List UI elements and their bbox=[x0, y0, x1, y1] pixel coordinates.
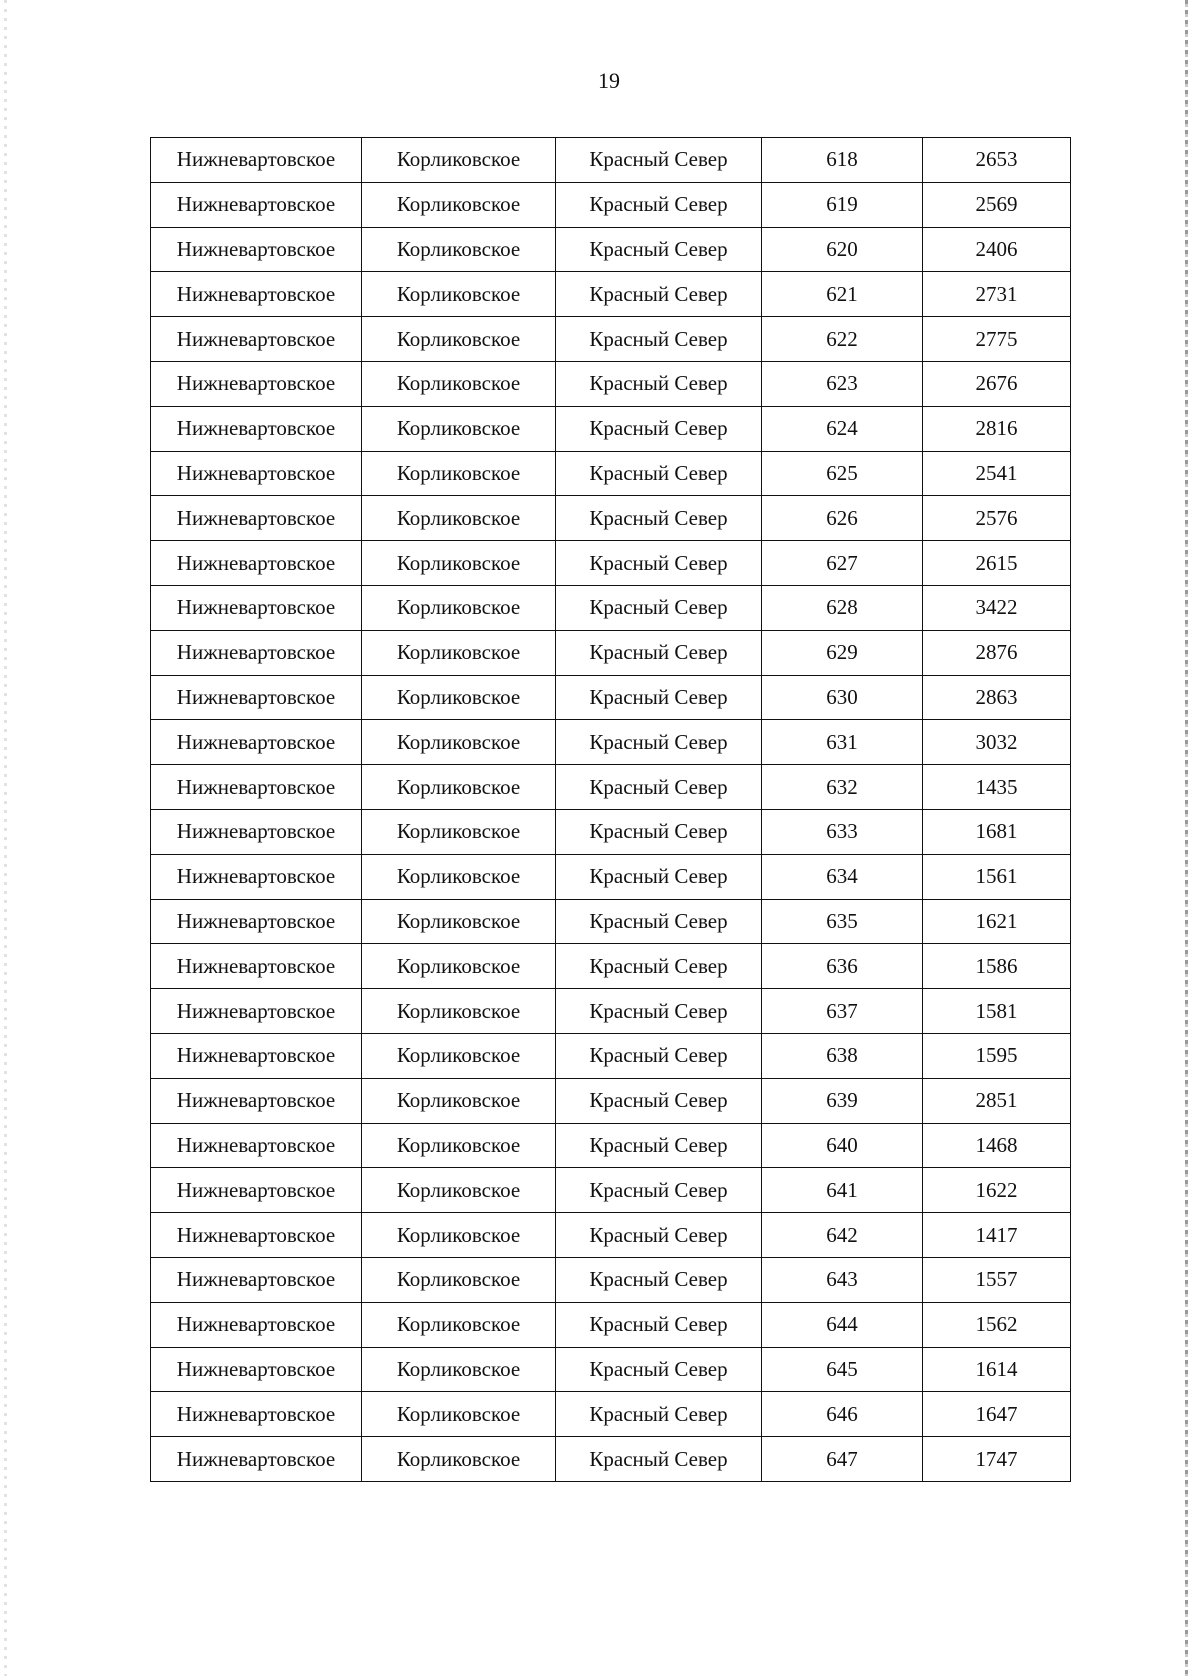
number-cell: 636 bbox=[762, 944, 923, 989]
table-row bbox=[151, 1168, 1071, 1213]
table-row bbox=[151, 1347, 1071, 1392]
table-row bbox=[151, 1257, 1071, 1302]
area-cell: Красный Север bbox=[556, 630, 762, 675]
region-cell: Нижневартовское bbox=[151, 1123, 362, 1168]
data-table bbox=[150, 137, 1071, 1482]
table-row bbox=[151, 451, 1071, 496]
area-cell: Красный Север bbox=[556, 809, 762, 854]
field-cell: Корликовское bbox=[362, 1213, 556, 1258]
area-cell: Красный Север bbox=[556, 451, 762, 496]
number-cell: 631 bbox=[762, 720, 923, 765]
region-cell: Нижневартовское bbox=[151, 854, 362, 899]
field-cell: Корликовское bbox=[362, 1347, 556, 1392]
number-cell: 644 bbox=[762, 1302, 923, 1347]
value-cell: 3422 bbox=[923, 585, 1071, 630]
number-cell: 622 bbox=[762, 317, 923, 362]
number-cell: 639 bbox=[762, 1078, 923, 1123]
value-cell: 2731 bbox=[923, 272, 1071, 317]
field-cell: Корликовское bbox=[362, 272, 556, 317]
table-row bbox=[151, 1078, 1071, 1123]
area-cell: Красный Север bbox=[556, 138, 762, 183]
value-cell: 1581 bbox=[923, 989, 1071, 1034]
region-cell: Нижневартовское bbox=[151, 765, 362, 810]
value-cell: 1435 bbox=[923, 765, 1071, 810]
region-cell: Нижневартовское bbox=[151, 585, 362, 630]
field-cell: Корликовское bbox=[362, 541, 556, 586]
field-cell: Корликовское bbox=[362, 720, 556, 765]
field-cell: Корликовское bbox=[362, 630, 556, 675]
field-cell: Корликовское bbox=[362, 944, 556, 989]
value-cell: 1595 bbox=[923, 1033, 1071, 1078]
table-row bbox=[151, 1033, 1071, 1078]
scan-edge-left bbox=[4, 0, 7, 1676]
field-cell: Корликовское bbox=[362, 1392, 556, 1437]
field-cell: Корликовское bbox=[362, 765, 556, 810]
field-cell: Корликовское bbox=[362, 1123, 556, 1168]
value-cell: 2406 bbox=[923, 227, 1071, 272]
field-cell: Корликовское bbox=[362, 989, 556, 1034]
value-cell: 1557 bbox=[923, 1257, 1071, 1302]
area-cell: Красный Север bbox=[556, 675, 762, 720]
table-row bbox=[151, 585, 1071, 630]
value-cell: 1647 bbox=[923, 1392, 1071, 1437]
field-cell: Корликовское bbox=[362, 809, 556, 854]
field-cell: Корликовское bbox=[362, 1033, 556, 1078]
number-cell: 627 bbox=[762, 541, 923, 586]
page-number: 19 bbox=[598, 68, 620, 93]
value-cell: 2615 bbox=[923, 541, 1071, 586]
region-cell: Нижневартовское bbox=[151, 1437, 362, 1482]
value-cell: 2851 bbox=[923, 1078, 1071, 1123]
region-cell: Нижневартовское bbox=[151, 317, 362, 362]
area-cell: Красный Север bbox=[556, 1437, 762, 1482]
field-cell: Корликовское bbox=[362, 138, 556, 183]
value-cell: 1562 bbox=[923, 1302, 1071, 1347]
number-cell: 628 bbox=[762, 585, 923, 630]
number-cell: 618 bbox=[762, 138, 923, 183]
region-cell: Нижневартовское bbox=[151, 899, 362, 944]
field-cell: Корликовское bbox=[362, 227, 556, 272]
field-cell: Корликовское bbox=[362, 854, 556, 899]
region-cell: Нижневартовское bbox=[151, 720, 362, 765]
region-cell: Нижневартовское bbox=[151, 1302, 362, 1347]
value-cell: 2541 bbox=[923, 451, 1071, 496]
area-cell: Красный Север bbox=[556, 854, 762, 899]
field-cell: Корликовское bbox=[362, 585, 556, 630]
value-cell: 2863 bbox=[923, 675, 1071, 720]
field-cell: Корликовское bbox=[362, 317, 556, 362]
number-cell: 626 bbox=[762, 496, 923, 541]
region-cell: Нижневартовское bbox=[151, 1213, 362, 1258]
area-cell: Красный Север bbox=[556, 765, 762, 810]
number-cell: 637 bbox=[762, 989, 923, 1034]
value-cell: 1468 bbox=[923, 1123, 1071, 1168]
area-cell: Красный Север bbox=[556, 182, 762, 227]
region-cell: Нижневартовское bbox=[151, 496, 362, 541]
table-row bbox=[151, 1213, 1071, 1258]
region-cell: Нижневартовское bbox=[151, 1257, 362, 1302]
area-cell: Красный Север bbox=[556, 944, 762, 989]
value-cell: 2576 bbox=[923, 496, 1071, 541]
value-cell: 3032 bbox=[923, 720, 1071, 765]
area-cell: Красный Север bbox=[556, 899, 762, 944]
area-cell: Красный Север bbox=[556, 541, 762, 586]
table-row bbox=[151, 182, 1071, 227]
region-cell: Нижневартовское bbox=[151, 944, 362, 989]
region-cell: Нижневартовское bbox=[151, 1078, 362, 1123]
field-cell: Корликовское bbox=[362, 1437, 556, 1482]
area-cell: Красный Север bbox=[556, 1033, 762, 1078]
table-row bbox=[151, 406, 1071, 451]
region-cell: Нижневартовское bbox=[151, 541, 362, 586]
field-cell: Корликовское bbox=[362, 1168, 556, 1213]
table-row bbox=[151, 361, 1071, 406]
field-cell: Корликовское bbox=[362, 675, 556, 720]
region-cell: Нижневартовское bbox=[151, 182, 362, 227]
region-cell: Нижневартовское bbox=[151, 272, 362, 317]
table-row bbox=[151, 989, 1071, 1034]
value-cell: 2653 bbox=[923, 138, 1071, 183]
area-cell: Красный Север bbox=[556, 1302, 762, 1347]
value-cell: 1614 bbox=[923, 1347, 1071, 1392]
field-cell: Корликовское bbox=[362, 182, 556, 227]
field-cell: Корликовское bbox=[362, 406, 556, 451]
value-cell: 1747 bbox=[923, 1437, 1071, 1482]
region-cell: Нижневартовское bbox=[151, 1168, 362, 1213]
area-cell: Красный Север bbox=[556, 496, 762, 541]
area-cell: Красный Север bbox=[556, 585, 762, 630]
area-cell: Красный Север bbox=[556, 361, 762, 406]
table-row bbox=[151, 272, 1071, 317]
table-row bbox=[151, 496, 1071, 541]
number-cell: 620 bbox=[762, 227, 923, 272]
field-cell: Корликовское bbox=[362, 1302, 556, 1347]
region-cell: Нижневартовское bbox=[151, 1347, 362, 1392]
area-cell: Красный Север bbox=[556, 1213, 762, 1258]
region-cell: Нижневартовское bbox=[151, 809, 362, 854]
number-cell: 640 bbox=[762, 1123, 923, 1168]
value-cell: 1417 bbox=[923, 1213, 1071, 1258]
number-cell: 629 bbox=[762, 630, 923, 675]
table-row bbox=[151, 1302, 1071, 1347]
field-cell: Корликовское bbox=[362, 361, 556, 406]
scan-edge-right bbox=[1185, 0, 1188, 1676]
field-cell: Корликовское bbox=[362, 899, 556, 944]
area-cell: Красный Север bbox=[556, 1123, 762, 1168]
area-cell: Красный Север bbox=[556, 1168, 762, 1213]
value-cell: 1586 bbox=[923, 944, 1071, 989]
value-cell: 2816 bbox=[923, 406, 1071, 451]
table-body bbox=[151, 138, 1071, 1482]
number-cell: 642 bbox=[762, 1213, 923, 1258]
area-cell: Красный Север bbox=[556, 989, 762, 1034]
value-cell: 1561 bbox=[923, 854, 1071, 899]
table-row bbox=[151, 720, 1071, 765]
region-cell: Нижневартовское bbox=[151, 989, 362, 1034]
number-cell: 621 bbox=[762, 272, 923, 317]
value-cell: 2775 bbox=[923, 317, 1071, 362]
table-row bbox=[151, 138, 1071, 183]
table-row bbox=[151, 765, 1071, 810]
table-row bbox=[151, 675, 1071, 720]
number-cell: 623 bbox=[762, 361, 923, 406]
table-row bbox=[151, 1123, 1071, 1168]
value-cell: 1621 bbox=[923, 899, 1071, 944]
value-cell: 1681 bbox=[923, 809, 1071, 854]
number-cell: 643 bbox=[762, 1257, 923, 1302]
table-row bbox=[151, 809, 1071, 854]
number-cell: 624 bbox=[762, 406, 923, 451]
region-cell: Нижневартовское bbox=[151, 675, 362, 720]
area-cell: Красный Север bbox=[556, 1078, 762, 1123]
value-cell: 1622 bbox=[923, 1168, 1071, 1213]
number-cell: 641 bbox=[762, 1168, 923, 1213]
field-cell: Корликовское bbox=[362, 1257, 556, 1302]
number-cell: 633 bbox=[762, 809, 923, 854]
region-cell: Нижневартовское bbox=[151, 451, 362, 496]
table-row bbox=[151, 227, 1071, 272]
number-cell: 619 bbox=[762, 182, 923, 227]
area-cell: Красный Север bbox=[556, 227, 762, 272]
region-cell: Нижневартовское bbox=[151, 630, 362, 675]
table-row bbox=[151, 541, 1071, 586]
table-row bbox=[151, 1392, 1071, 1437]
area-cell: Красный Север bbox=[556, 1392, 762, 1437]
region-cell: Нижневартовское bbox=[151, 1033, 362, 1078]
area-cell: Красный Север bbox=[556, 1257, 762, 1302]
number-cell: 625 bbox=[762, 451, 923, 496]
number-cell: 645 bbox=[762, 1347, 923, 1392]
value-cell: 2676 bbox=[923, 361, 1071, 406]
table-row bbox=[151, 899, 1071, 944]
region-cell: Нижневартовское bbox=[151, 1392, 362, 1437]
table-row bbox=[151, 630, 1071, 675]
area-cell: Красный Север bbox=[556, 720, 762, 765]
table-row bbox=[151, 944, 1071, 989]
region-cell: Нижневартовское bbox=[151, 406, 362, 451]
number-cell: 635 bbox=[762, 899, 923, 944]
table-row bbox=[151, 317, 1071, 362]
number-cell: 630 bbox=[762, 675, 923, 720]
area-cell: Красный Север bbox=[556, 272, 762, 317]
value-cell: 2876 bbox=[923, 630, 1071, 675]
number-cell: 638 bbox=[762, 1033, 923, 1078]
table-row bbox=[151, 1437, 1071, 1482]
area-cell: Красный Север bbox=[556, 317, 762, 362]
number-cell: 634 bbox=[762, 854, 923, 899]
region-cell: Нижневартовское bbox=[151, 138, 362, 183]
area-cell: Красный Север bbox=[556, 1347, 762, 1392]
table-row bbox=[151, 854, 1071, 899]
region-cell: Нижневартовское bbox=[151, 361, 362, 406]
number-cell: 647 bbox=[762, 1437, 923, 1482]
field-cell: Корликовское bbox=[362, 1078, 556, 1123]
field-cell: Корликовское bbox=[362, 496, 556, 541]
area-cell: Красный Север bbox=[556, 406, 762, 451]
number-cell: 632 bbox=[762, 765, 923, 810]
number-cell: 646 bbox=[762, 1392, 923, 1437]
value-cell: 2569 bbox=[923, 182, 1071, 227]
region-cell: Нижневартовское bbox=[151, 227, 362, 272]
field-cell: Корликовское bbox=[362, 451, 556, 496]
